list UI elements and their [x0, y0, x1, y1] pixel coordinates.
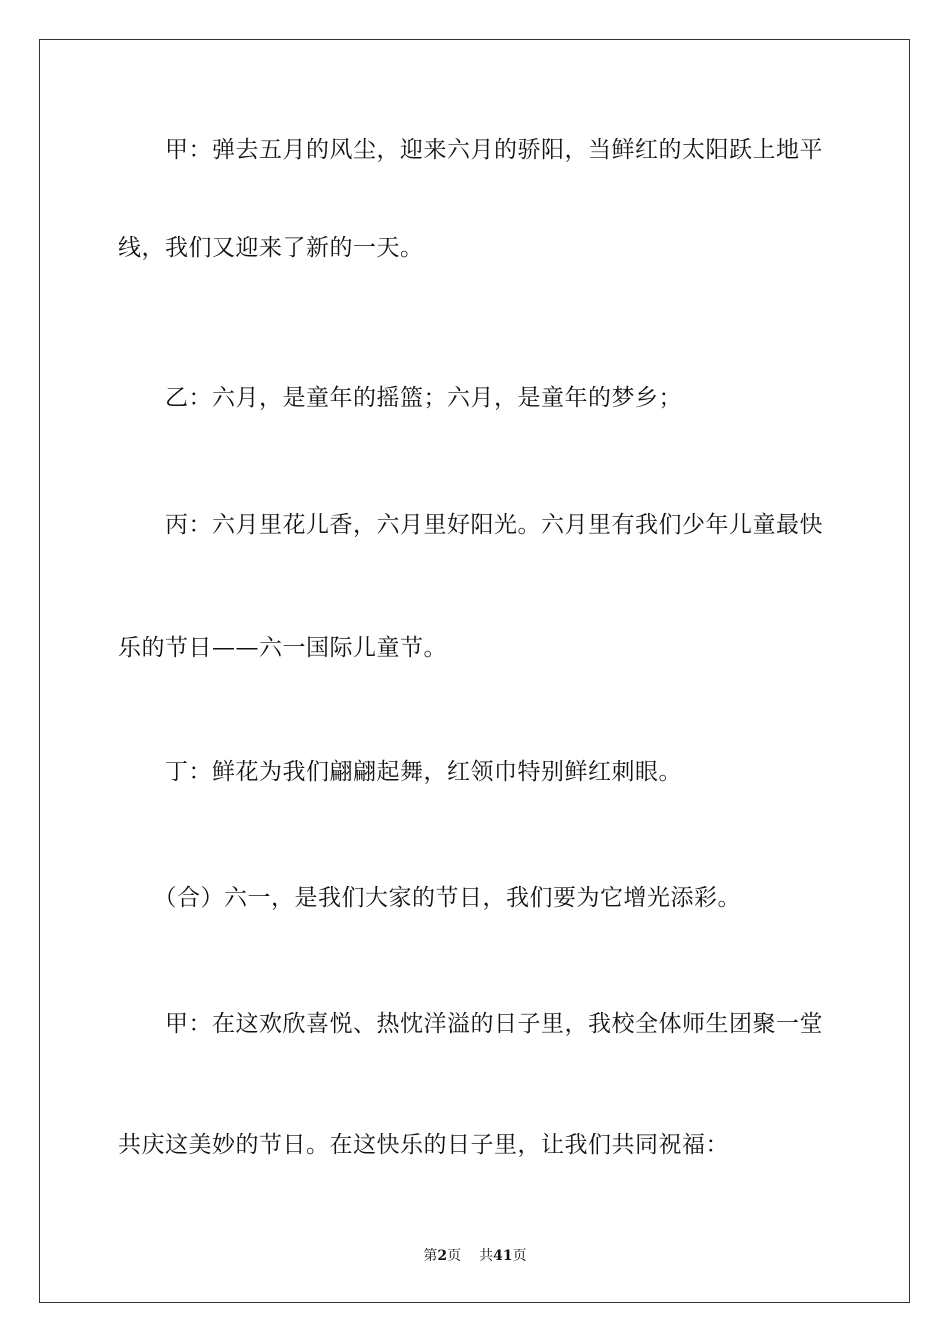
text-line-3: 乙：六月，是童年的摇篮；六月，是童年的梦乡；	[118, 385, 682, 411]
text-line-1: 甲：弹去五月的风尘，迎来六月的骄阳，当鲜红的太阳跃上地平	[118, 137, 823, 163]
page-number: 2	[437, 1248, 448, 1264]
total-prefix: 共	[479, 1248, 494, 1264]
text-line-9: 共庆这美妙的节日。在这快乐的日子里，让我们共同祝福：	[118, 1132, 729, 1158]
page-frame	[39, 39, 910, 1303]
total-pages: 41	[493, 1248, 513, 1264]
page-footer	[0, 1248, 950, 1264]
text-line-5: 乐的节日——六一国际儿童节。	[118, 635, 447, 661]
text-line-6: 丁：鲜花为我们翩翩起舞，红领巾特别鲜红刺眼。	[118, 759, 682, 785]
page-suffix: 页	[447, 1248, 462, 1264]
text-line-4: 丙：六月里花儿香，六月里好阳光。六月里有我们少年儿童最快	[118, 512, 823, 538]
total-suffix: 页	[512, 1248, 527, 1264]
text-line-7: （合）六一，是我们大家的节日，我们要为它增光添彩。	[118, 885, 741, 911]
text-line-2: 线，我们又迎来了新的一天。	[118, 235, 424, 261]
text-line-8: 甲：在这欢欣喜悦、热忱洋溢的日子里，我校全体师生团聚一堂	[118, 1011, 823, 1037]
page-prefix: 第	[423, 1248, 438, 1264]
